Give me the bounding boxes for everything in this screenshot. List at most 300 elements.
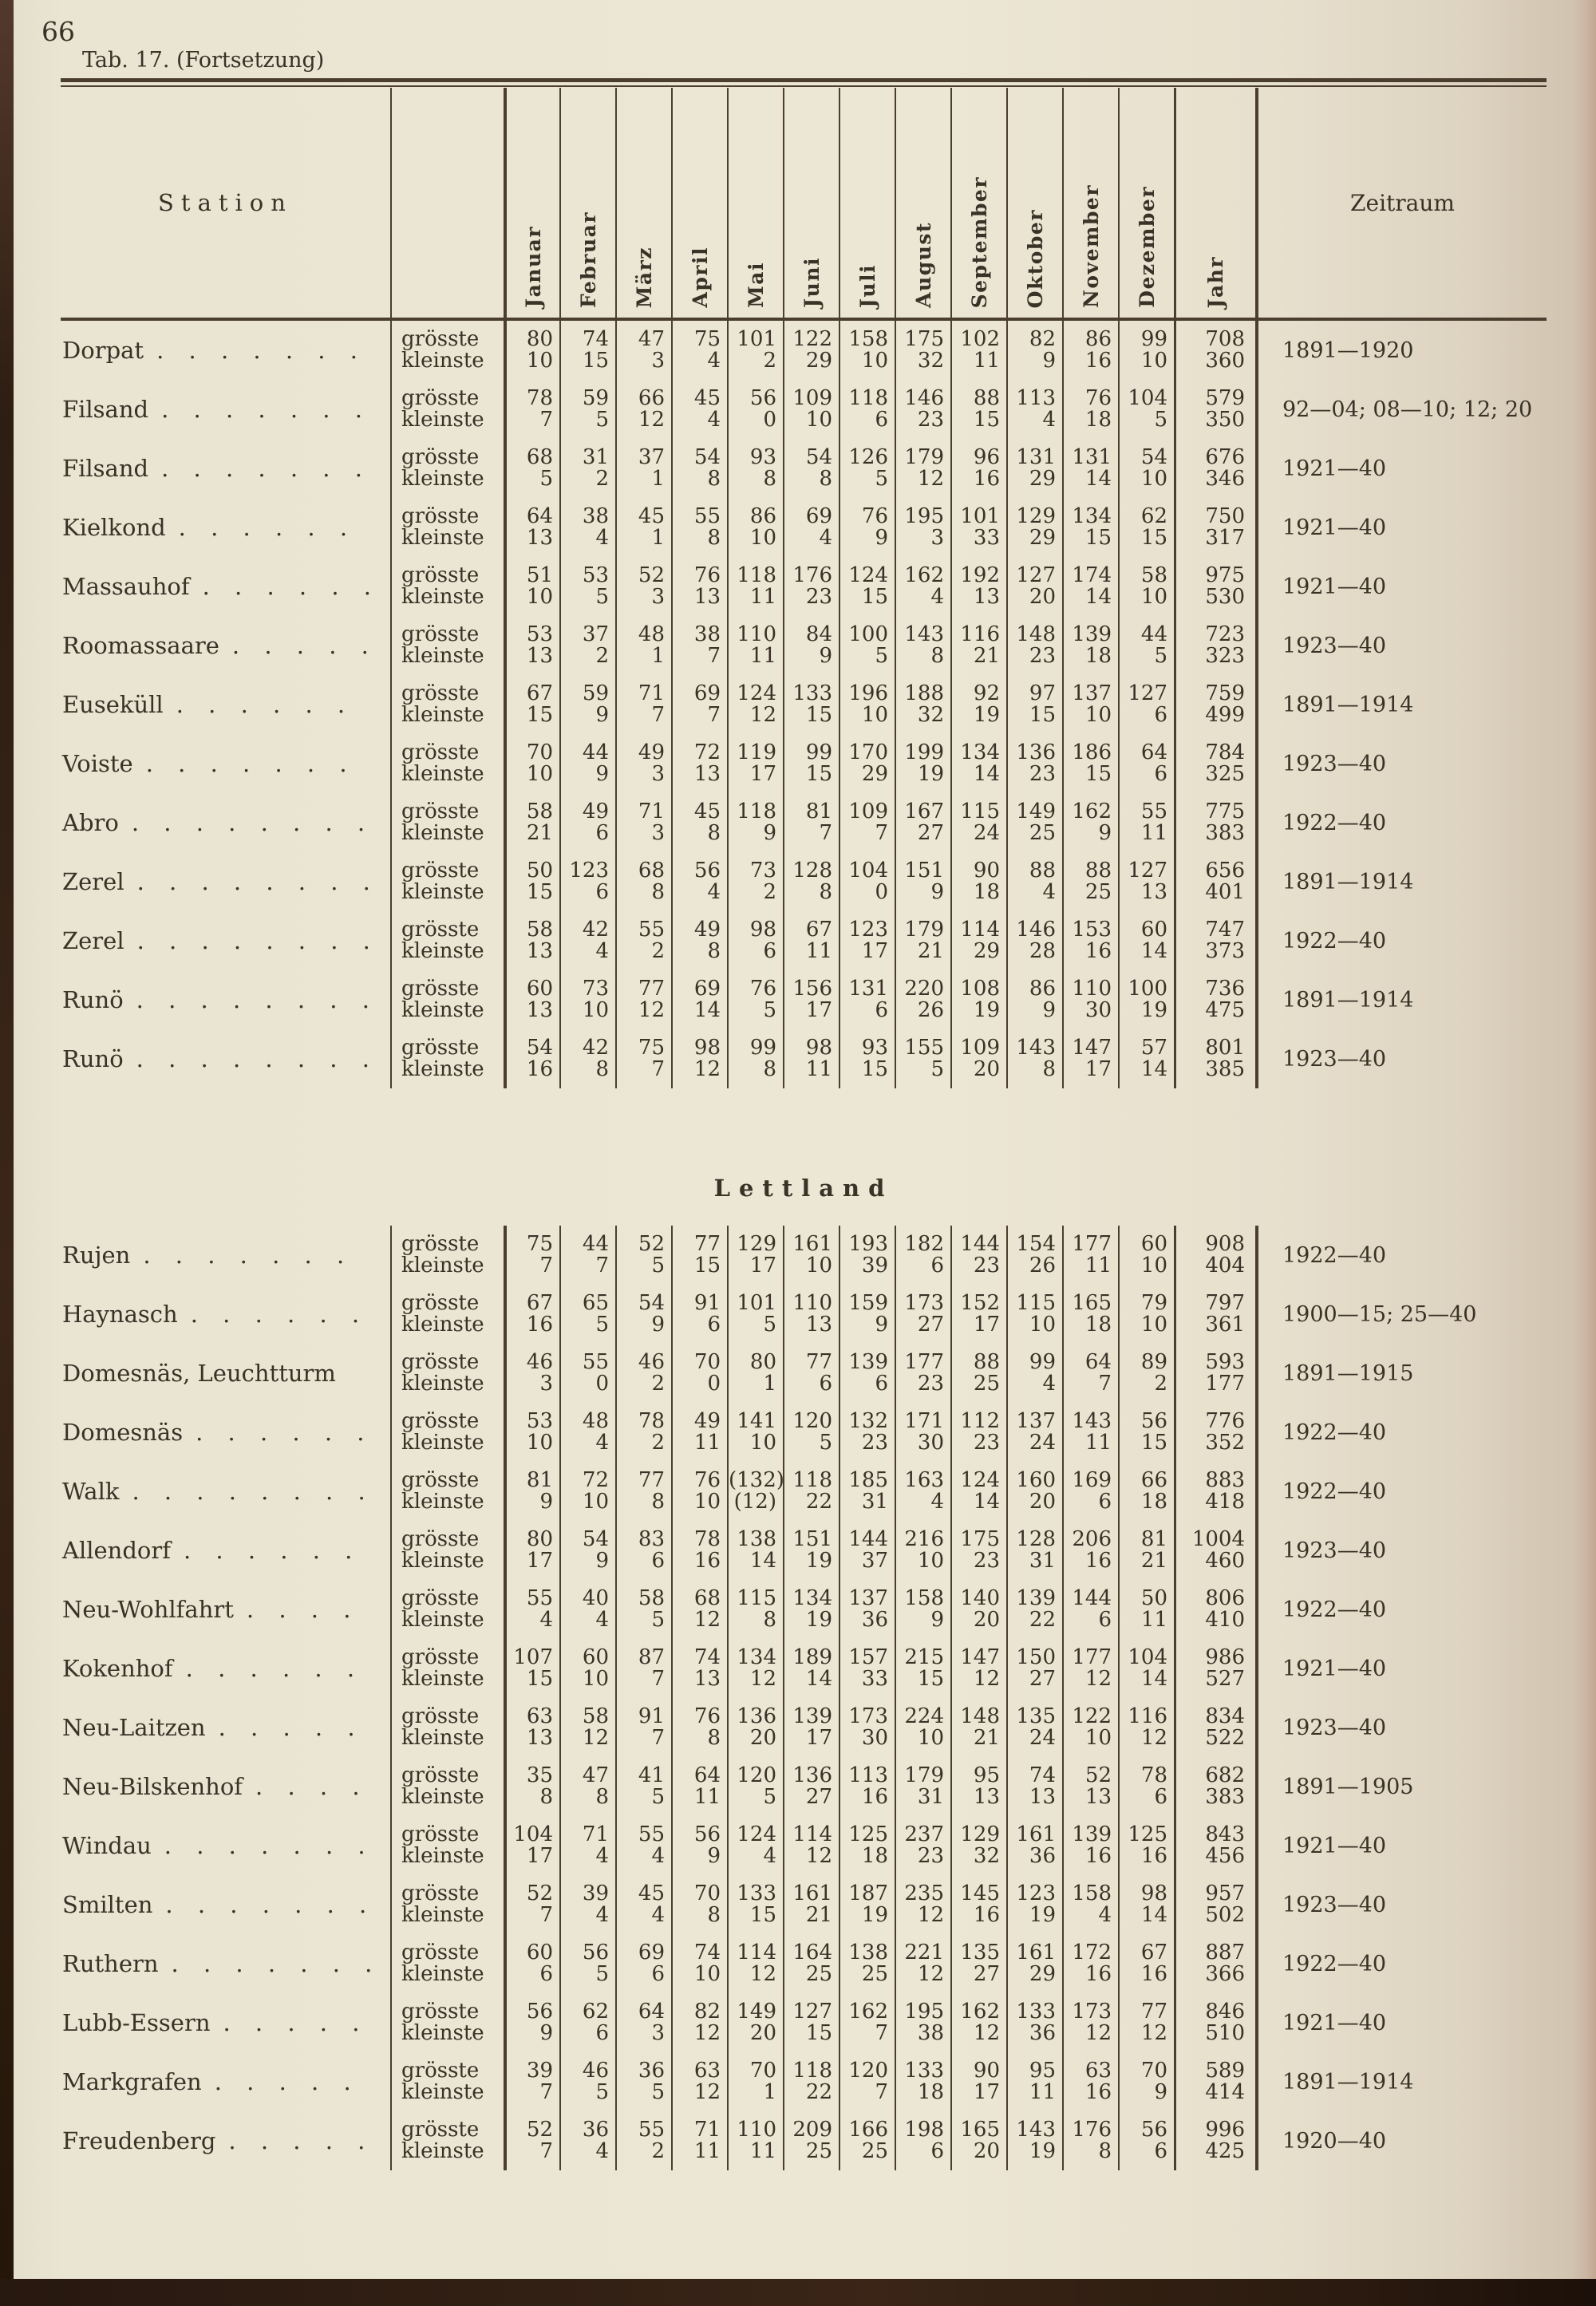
value-cell: 65 xyxy=(582,1291,609,1315)
value-cell: 27 xyxy=(973,1962,1000,1986)
jahr-value-kleinste: 323 xyxy=(1205,644,1245,668)
month-values-cell xyxy=(727,616,783,675)
value-cell: 10 xyxy=(805,408,832,432)
station-name: Euseküll xyxy=(62,691,164,718)
jahr-value-kleinste: 475 xyxy=(1205,998,1245,1022)
value-cell: 177 xyxy=(1072,1645,1112,1669)
station-name: Abro xyxy=(62,809,119,836)
value-cell: 54 xyxy=(693,445,721,469)
month-values-cell xyxy=(1006,2052,1062,2111)
month-values-cell xyxy=(615,1993,671,2052)
value-cell: 5 xyxy=(651,1254,665,1277)
value-cell: 104 xyxy=(1128,1645,1167,1669)
month-values-cell xyxy=(895,1462,950,1521)
station-cell xyxy=(61,1875,390,1934)
row-label-groesste: grösste xyxy=(401,2000,480,2024)
value-cell: 12 xyxy=(917,1962,944,1986)
value-cell: 5 xyxy=(763,1785,776,1809)
month-values-cell xyxy=(783,1029,839,1088)
row-label-kleinste: kleinste xyxy=(401,1254,484,1277)
zeitraum-cell: 1921—40 xyxy=(1255,1639,1547,1698)
station-row-group xyxy=(61,1226,1547,1285)
row-label-kleinste: kleinste xyxy=(401,2021,484,2045)
value-cell: 51 xyxy=(526,563,553,587)
value-cell: 15 xyxy=(526,703,553,727)
value-cell: 109 xyxy=(792,386,832,410)
value-cell: 177 xyxy=(904,1350,944,1374)
value-cell: 77 xyxy=(638,977,665,1001)
jahr-label: Jahr xyxy=(1204,255,1227,308)
value-cell: 80 xyxy=(749,1350,776,1374)
value-cell: 162 xyxy=(1072,800,1112,823)
value-cell: 44 xyxy=(582,740,609,764)
month-values-cell xyxy=(504,1757,559,1816)
value-cell: 93 xyxy=(749,445,776,469)
value-cell: 76 xyxy=(749,977,776,1001)
zeitraum-cell: 1891—1914 xyxy=(1255,2052,1547,2111)
value-cell: 36 xyxy=(1029,1844,1056,1868)
station-name: Allendorf xyxy=(62,1537,171,1564)
jahr-values-cell xyxy=(1174,852,1255,911)
value-cell: 12 xyxy=(638,998,665,1022)
row-labels-cell xyxy=(390,1993,504,2052)
table-section-lettland xyxy=(61,1226,1547,2170)
jahr-values-cell xyxy=(1174,1403,1255,1462)
value-cell: 77 xyxy=(638,1468,665,1492)
station-name: Domesnäs xyxy=(62,1419,184,1446)
value-cell: 4 xyxy=(595,1608,609,1632)
value-cell: 69 xyxy=(693,681,721,705)
value-cell: 23 xyxy=(861,1431,888,1455)
row-labels-cell xyxy=(390,1639,504,1698)
row-labels-cell xyxy=(390,1816,504,1875)
row-label-groesste: grösste xyxy=(401,1704,480,1728)
station-row-group xyxy=(61,1580,1547,1639)
month-values-cell xyxy=(1006,498,1062,557)
month-values-cell xyxy=(671,675,727,734)
value-cell: 4 xyxy=(1042,408,1056,432)
value-cell: 26 xyxy=(917,998,944,1022)
month-values-cell xyxy=(839,1029,895,1088)
value-cell: 64 xyxy=(1084,1350,1112,1374)
value-cell: 147 xyxy=(960,1645,1000,1669)
value-cell: 13 xyxy=(693,585,721,609)
dot-leader: . . . . . . xyxy=(190,1301,369,1328)
value-cell: 15 xyxy=(805,703,832,727)
jahr-value-groesste: 682 xyxy=(1205,1763,1245,1787)
value-cell: 74 xyxy=(693,1645,721,1669)
month-values-cell xyxy=(671,852,727,911)
value-cell: 6 xyxy=(1098,1608,1112,1632)
jahr-value-groesste: 589 xyxy=(1205,2059,1245,2083)
value-cell: 11 xyxy=(749,585,776,609)
value-cell: 52 xyxy=(638,563,665,587)
value-cell: 56 xyxy=(693,1822,721,1846)
value-cell: 160 xyxy=(1016,1468,1056,1492)
value-cell: 116 xyxy=(1128,1704,1167,1728)
value-cell: 16 xyxy=(1084,939,1112,963)
value-cell: 8 xyxy=(595,1057,609,1081)
month-values-cell xyxy=(671,793,727,852)
dot-leader: . . . . . . xyxy=(176,691,354,718)
month-values-cell xyxy=(1006,1580,1062,1639)
month-values-cell xyxy=(895,557,950,616)
jahr-value-kleinste: 366 xyxy=(1205,1962,1245,1986)
month-values-cell xyxy=(950,1403,1006,1462)
value-cell: 16 xyxy=(1140,1962,1167,1986)
value-cell: 8 xyxy=(930,644,944,668)
value-cell: 14 xyxy=(805,1667,832,1691)
month-values-cell xyxy=(1118,1639,1174,1698)
value-cell: 63 xyxy=(693,2059,721,2083)
value-cell: 75 xyxy=(693,327,721,351)
value-cell: 14 xyxy=(1140,1667,1167,1691)
month-values-cell xyxy=(615,1226,671,1285)
jahr-value-kleinste: 401 xyxy=(1205,880,1245,904)
value-cell: 131 xyxy=(1072,445,1112,469)
value-cell: 110 xyxy=(737,2118,776,2142)
month-values-cell xyxy=(950,1029,1006,1088)
value-cell: 11 xyxy=(1029,2080,1056,2104)
dot-leader: . . . . . . . . xyxy=(136,927,379,954)
value-cell: 9 xyxy=(875,1313,888,1337)
row-label-groesste: grösste xyxy=(401,1882,480,1905)
value-cell: 2 xyxy=(651,939,665,963)
jahr-values-cell xyxy=(1174,1934,1255,1993)
value-cell: 96 xyxy=(973,445,1000,469)
value-cell: 216 xyxy=(904,1527,944,1551)
value-cell: 179 xyxy=(904,445,944,469)
month-values-cell xyxy=(895,1698,950,1757)
value-cell: 20 xyxy=(749,1726,776,1750)
value-cell: 4 xyxy=(763,1844,776,1868)
jahr-values-cell xyxy=(1174,1521,1255,1580)
value-cell: 5 xyxy=(595,1313,609,1337)
jahr-value-kleinste: 352 xyxy=(1205,1431,1245,1455)
month-values-cell xyxy=(895,793,950,852)
row-label-groesste: grösste xyxy=(401,681,480,705)
value-cell: 4 xyxy=(595,939,609,963)
month-values-cell xyxy=(895,380,950,439)
value-cell: 158 xyxy=(1072,1882,1112,1905)
value-cell: 8 xyxy=(707,467,721,491)
value-cell: 4 xyxy=(595,1903,609,1927)
value-cell: 56 xyxy=(582,1941,609,1964)
month-values-cell xyxy=(1062,2111,1118,2170)
value-cell: 58 xyxy=(582,1704,609,1728)
row-labels-cell xyxy=(390,1403,504,1462)
value-cell: 50 xyxy=(1140,1586,1167,1610)
value-cell: 55 xyxy=(582,1350,609,1374)
month-values-cell xyxy=(1062,1757,1118,1816)
value-cell: 30 xyxy=(1084,998,1112,1022)
value-cell: 4 xyxy=(1042,880,1056,904)
value-cell: 114 xyxy=(960,918,1000,942)
value-cell: 69 xyxy=(693,977,721,1001)
zeitraum-cell: 1921—40 xyxy=(1255,1993,1547,2052)
april-label: April xyxy=(688,247,712,308)
month-values-cell xyxy=(727,675,783,734)
september-label: September xyxy=(967,176,991,308)
value-cell: 18 xyxy=(861,1844,888,1868)
value-cell: 23 xyxy=(917,1844,944,1868)
month-values-cell xyxy=(895,675,950,734)
value-cell: 7 xyxy=(539,2139,553,2163)
month-values-cell xyxy=(783,1285,839,1344)
jahr-value-kleinste: 522 xyxy=(1205,1726,1245,1750)
month-values-cell xyxy=(783,1639,839,1698)
value-cell: 86 xyxy=(1029,977,1056,1001)
value-cell: 10 xyxy=(1084,703,1112,727)
value-cell: 41 xyxy=(638,1763,665,1787)
month-values-cell xyxy=(1118,2111,1174,2170)
station-cell xyxy=(61,1029,390,1088)
zeitraum-cell: 1920—40 xyxy=(1255,2111,1547,2170)
value-cell: 73 xyxy=(582,977,609,1001)
month-values-cell xyxy=(615,321,671,380)
value-cell: 13 xyxy=(1029,1785,1056,1809)
value-cell: 3 xyxy=(539,1372,553,1396)
dot-leader: . . . . xyxy=(255,1773,369,1800)
value-cell: 21 xyxy=(526,821,553,845)
value-cell: 77 xyxy=(1140,2000,1167,2024)
value-cell: 18 xyxy=(1140,1490,1167,1514)
value-cell: 16 xyxy=(861,1785,888,1809)
value-cell: 19 xyxy=(973,703,1000,727)
value-cell: 56 xyxy=(749,386,776,410)
table-title: Tab. 17. (Fortsetzung) xyxy=(82,48,325,73)
month-values-cell xyxy=(839,970,895,1029)
dot-leader: . . . . . . xyxy=(178,514,357,541)
month-values-cell xyxy=(783,380,839,439)
value-cell: 98 xyxy=(1140,1882,1167,1905)
month-values-cell xyxy=(559,1344,615,1403)
month-values-cell xyxy=(559,911,615,970)
month-values-cell xyxy=(1062,1816,1118,1875)
value-cell: 15 xyxy=(805,762,832,786)
value-cell: 7 xyxy=(651,1057,665,1081)
station-row-group xyxy=(61,1639,1547,1698)
month-values-cell xyxy=(504,1816,559,1875)
value-cell: 10 xyxy=(526,349,553,373)
row-labels-cell xyxy=(390,1029,504,1088)
station-name: Windau xyxy=(62,1832,152,1859)
station-cell xyxy=(61,616,390,675)
value-cell: 75 xyxy=(526,1232,553,1256)
value-cell: 0 xyxy=(595,1372,609,1396)
value-cell: 6 xyxy=(1154,2139,1167,2163)
value-cell: 8 xyxy=(707,1903,721,1927)
month-values-cell xyxy=(1118,439,1174,498)
month-values-cell xyxy=(895,1285,950,1344)
value-cell: 136 xyxy=(1016,740,1056,764)
value-cell: 11 xyxy=(749,644,776,668)
value-cell: 31 xyxy=(582,445,609,469)
value-cell: 165 xyxy=(1072,1291,1112,1315)
station-row-group xyxy=(61,380,1547,439)
jahr-value-kleinste: 460 xyxy=(1205,1549,1245,1573)
month-values-cell xyxy=(1006,2111,1062,2170)
value-cell: 1 xyxy=(651,467,665,491)
value-cell: 22 xyxy=(805,1490,832,1514)
value-cell: 158 xyxy=(848,327,888,351)
month-values-cell xyxy=(1118,1029,1174,1088)
row-label-groesste: grösste xyxy=(401,1409,480,1433)
value-cell: 115 xyxy=(960,800,1000,823)
value-cell: 9 xyxy=(1042,998,1056,1022)
value-cell: 91 xyxy=(693,1291,721,1315)
value-cell: 0 xyxy=(763,408,776,432)
jahr-values-cell xyxy=(1174,1344,1255,1403)
month-values-cell xyxy=(783,2111,839,2170)
value-cell: 12 xyxy=(693,2021,721,2045)
month-values-cell xyxy=(1062,439,1118,498)
station-name: Runö xyxy=(62,1045,124,1072)
value-cell: 23 xyxy=(805,585,832,609)
value-cell: 5 xyxy=(930,1057,944,1081)
value-cell: 12 xyxy=(693,1608,721,1632)
column-header-februar xyxy=(559,88,615,318)
month-values-cell xyxy=(615,1521,671,1580)
month-values-cell xyxy=(1118,557,1174,616)
month-values-cell xyxy=(615,1285,671,1344)
value-cell: 177 xyxy=(1072,1232,1112,1256)
station-cell xyxy=(61,734,390,793)
station-row-group xyxy=(61,616,1547,675)
month-values-cell xyxy=(615,1639,671,1698)
value-cell: 22 xyxy=(805,2080,832,2104)
column-header-jahr xyxy=(1174,88,1255,318)
month-values-cell xyxy=(671,1580,727,1639)
month-values-cell xyxy=(727,321,783,380)
jahr-value-groesste: 834 xyxy=(1205,1704,1245,1728)
value-cell: 10 xyxy=(526,1431,553,1455)
value-cell: 2 xyxy=(763,880,776,904)
value-cell: 19 xyxy=(861,1903,888,1927)
value-cell: 88 xyxy=(973,386,1000,410)
value-cell: 47 xyxy=(582,1763,609,1787)
value-cell: 9 xyxy=(595,1549,609,1573)
value-cell: 124 xyxy=(737,681,776,705)
month-values-cell xyxy=(950,970,1006,1029)
value-cell: 8 xyxy=(707,526,721,550)
month-values-cell xyxy=(1118,1816,1174,1875)
column-header-juli xyxy=(839,88,895,318)
value-cell: 143 xyxy=(1016,1036,1056,1060)
value-cell: 55 xyxy=(638,1822,665,1846)
value-cell: 18 xyxy=(917,2080,944,2104)
month-values-cell xyxy=(895,1580,950,1639)
row-label-kleinste: kleinste xyxy=(401,2139,484,2163)
month-values-cell xyxy=(615,1757,671,1816)
value-cell: 9 xyxy=(1042,349,1056,373)
dot-leader: . . . . . . . xyxy=(143,1242,354,1269)
month-values-cell xyxy=(783,1226,839,1285)
value-cell: 19 xyxy=(805,1608,832,1632)
value-cell: 4 xyxy=(651,1844,665,1868)
value-cell: 23 xyxy=(917,1372,944,1396)
value-cell: 118 xyxy=(792,1468,832,1492)
month-values-cell xyxy=(727,1580,783,1639)
zeitraum-cell: 1922—40 xyxy=(1255,1580,1547,1639)
jahr-value-kleinste: 404 xyxy=(1205,1254,1245,1277)
marz-label: März xyxy=(632,246,656,308)
month-values-cell xyxy=(671,1698,727,1757)
value-cell: 12 xyxy=(693,1057,721,1081)
month-values-cell xyxy=(727,1934,783,1993)
month-values-cell xyxy=(559,1285,615,1344)
month-values-cell xyxy=(727,1875,783,1934)
month-values-cell xyxy=(559,380,615,439)
value-cell: 102 xyxy=(960,327,1000,351)
column-header-mai xyxy=(727,88,783,318)
month-values-cell xyxy=(783,2052,839,2111)
jahr-value-groesste: 957 xyxy=(1205,1882,1245,1905)
value-cell: 122 xyxy=(1072,1704,1112,1728)
month-values-cell xyxy=(504,1639,559,1698)
value-cell: 169 xyxy=(1072,1468,1112,1492)
value-cell: 8 xyxy=(651,1490,665,1514)
zeitraum-cell: 1923—40 xyxy=(1255,1521,1547,1580)
jahr-value-groesste: 986 xyxy=(1205,1645,1245,1669)
row-labels-cell xyxy=(390,1934,504,1993)
value-cell: 7 xyxy=(539,2080,553,2104)
value-cell: 55 xyxy=(693,504,721,528)
row-labels-cell xyxy=(390,852,504,911)
value-cell: 8 xyxy=(707,821,721,845)
month-values-cell xyxy=(727,970,783,1029)
value-cell: 8 xyxy=(539,1785,553,1809)
value-cell: 7 xyxy=(539,408,553,432)
month-values-cell xyxy=(1118,1698,1174,1757)
month-values-cell xyxy=(727,1816,783,1875)
value-cell: 8 xyxy=(819,880,832,904)
value-cell: 6 xyxy=(539,1962,553,1986)
value-cell: 9 xyxy=(930,1608,944,1632)
month-values-cell xyxy=(615,1344,671,1403)
station-row-group xyxy=(61,1934,1547,1993)
month-values-cell xyxy=(727,2111,783,2170)
value-cell: 70 xyxy=(693,1882,721,1905)
value-cell: 80 xyxy=(526,1527,553,1551)
value-cell: 221 xyxy=(904,1941,944,1964)
jahr-value-kleinste: 360 xyxy=(1205,349,1245,373)
month-values-cell xyxy=(1006,439,1062,498)
value-cell: 1 xyxy=(763,1372,776,1396)
month-values-cell xyxy=(895,1757,950,1816)
value-cell: 13 xyxy=(526,939,553,963)
value-cell: 27 xyxy=(805,1785,832,1809)
value-cell: 123 xyxy=(569,859,609,883)
month-values-cell xyxy=(671,1639,727,1698)
value-cell: 10 xyxy=(1029,1313,1056,1337)
value-cell: 10 xyxy=(749,526,776,550)
month-values-cell xyxy=(559,1934,615,1993)
jahr-value-groesste: 579 xyxy=(1205,386,1245,410)
value-cell: 62 xyxy=(1140,504,1167,528)
value-cell: 15 xyxy=(1084,762,1112,786)
value-cell: 124 xyxy=(848,563,888,587)
value-cell: 49 xyxy=(638,740,665,764)
column-header-august xyxy=(895,88,950,318)
value-cell: 74 xyxy=(1029,1763,1056,1787)
column-header-juni xyxy=(783,88,839,318)
station-row-group xyxy=(61,1816,1547,1875)
month-values-cell xyxy=(727,1757,783,1816)
value-cell: 72 xyxy=(582,1468,609,1492)
value-cell: 124 xyxy=(960,1468,1000,1492)
month-values-cell xyxy=(671,1934,727,1993)
